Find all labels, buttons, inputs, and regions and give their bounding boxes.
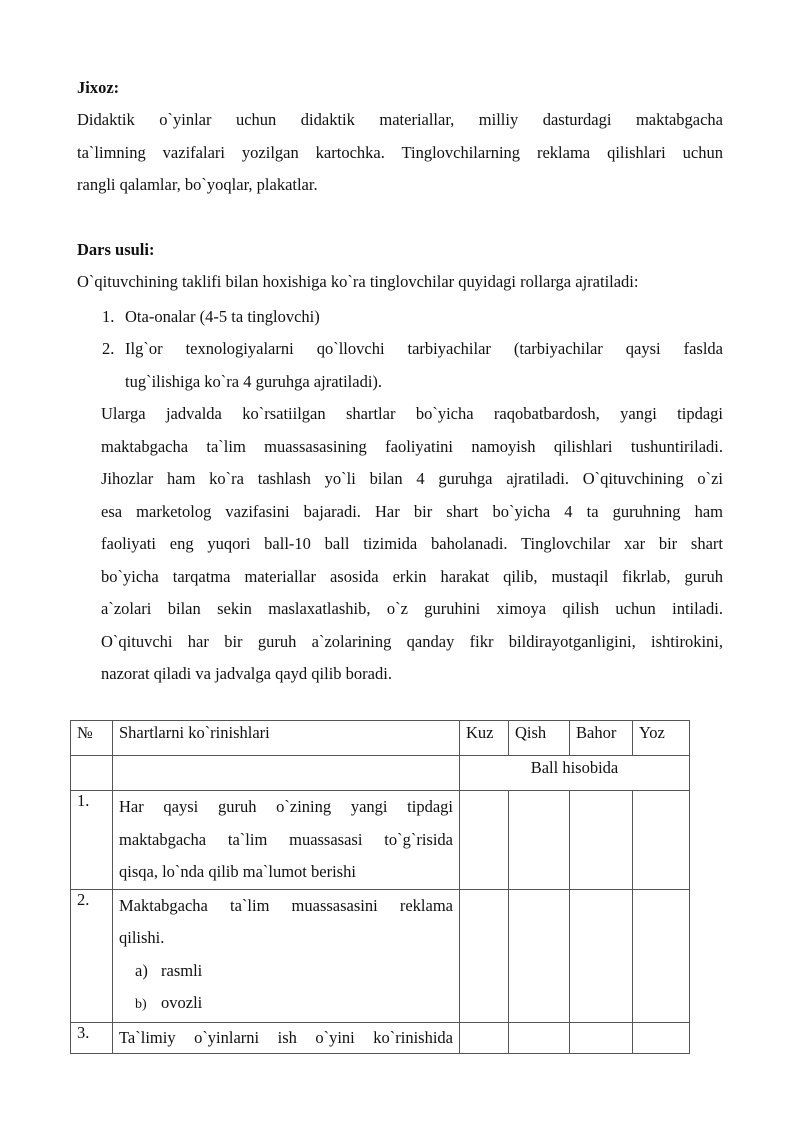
score-cell	[570, 889, 633, 1022]
dars-heading: Dars usuli:	[77, 240, 155, 259]
score-cell	[509, 889, 570, 1022]
list-item-text: Ota-onalar (4-5 ta tinglovchi)	[125, 307, 320, 326]
dars-intro: O`qituvchining taklifi bilan hoxishiga ko`ra tinglovchilar quyidagi rollarga ajratiladi:	[77, 272, 639, 291]
score-cell	[570, 791, 633, 890]
score-cell	[633, 1022, 690, 1053]
score-cell	[633, 889, 690, 1022]
table-header-row	[71, 721, 690, 756]
dars-body-paragraph	[101, 398, 723, 691]
table-subheader-row	[71, 756, 690, 791]
jixoz-line: Didaktik o`yinlar uchun didaktik materiallar, milliy dasturdagi maktabgacha	[77, 110, 723, 129]
list-item-text	[125, 333, 723, 398]
row-condition	[113, 889, 460, 1022]
table-row	[71, 1022, 690, 1053]
list-item-line: Ilg`or texnologiyalarni qo`llovchi tarbiyachilar (tarbiyachilar qaysi faslda	[125, 339, 723, 358]
list-item-line: tug`ilishiga ko`ra 4 guruhga ajratiladi).	[125, 371, 383, 391]
body-line: nazorat qiladi va jadvalga qayd qilib boradi.	[101, 664, 392, 683]
score-cell	[509, 1022, 570, 1053]
score-cell	[633, 791, 690, 890]
subheader-ball: Ball hisobida	[460, 756, 690, 791]
sub-item	[119, 955, 453, 988]
sub-item-text: ovozli	[161, 993, 203, 1012]
body-line: Ularga jadvalda ko`rsatiilgan shartlar bo`yicha raqobatbardosh, yangi tipdagi	[101, 404, 723, 423]
body-line: a`zolari bilan sekin maslaxatlashib, o`z guruhini ximoya qilish uchun intiladi.	[101, 599, 723, 618]
score-cell	[460, 791, 509, 890]
sub-item-label: a)	[135, 960, 148, 980]
header-condition: Shartlarni ko`rinishlari	[113, 721, 460, 756]
score-cell	[460, 1022, 509, 1053]
row-condition	[113, 1022, 460, 1053]
table-row	[71, 791, 690, 890]
score-cell	[460, 889, 509, 1022]
header-kuz: Kuz	[460, 721, 509, 756]
row-num: 3.	[71, 1022, 113, 1053]
header-qish: Qish	[509, 721, 570, 756]
row-num: 1.	[71, 791, 113, 890]
sub-item	[119, 987, 453, 1022]
empty-cell	[113, 756, 460, 791]
condition-line: qisqa, lo`nda qilib ma`lumot berishi	[119, 862, 356, 881]
conditions-table	[70, 720, 690, 1054]
list-number: 1.	[102, 307, 115, 326]
body-line: O`qituvchi har bir guruh a`zolarining qanday fikr bildirayotganligini, ishtirokini,	[101, 631, 723, 651]
condition-line: Har qaysi guruh o`zining yangi tipdagi	[119, 797, 453, 816]
sub-item-label: b)	[135, 997, 147, 1012]
condition-line: Ta`limiy o`yinlarni ish o`yini ko`rinishida	[119, 1027, 453, 1047]
body-line: maktabgacha ta`lim muassasasining faoliyatini namoyish qilishlari tushuntiriladi.	[101, 436, 723, 456]
header-bahor: Bahor	[570, 721, 633, 756]
body-line: bo`yicha tarqatma materiallar asosida erkin harakat qilib, mustaqil fikrlab, guruh	[101, 566, 723, 586]
body-line: esa marketolog vazifasini bajaradi. Har bir shart bo`yicha 4 ta guruhning ham	[101, 501, 723, 521]
score-cell	[570, 1022, 633, 1053]
score-cell	[509, 791, 570, 890]
empty-cell	[71, 756, 113, 791]
jixoz-paragraph	[77, 104, 723, 202]
condition-line: qilishi.	[119, 928, 165, 947]
condition-line: Maktabgacha ta`lim muassasasini reklama	[119, 895, 453, 915]
condition-line: maktabgacha ta`lim muassasasi to`g`risida	[119, 829, 453, 849]
list-number: 2.	[102, 339, 115, 358]
row-num: 2.	[71, 889, 113, 1022]
jixoz-line: ta`limning vazifalari yozilgan kartochka. Tinglovchilarning reklama qilishlari uchun	[77, 142, 723, 162]
header-num: №	[71, 721, 113, 756]
jixoz-heading: Jixoz:	[77, 78, 120, 97]
row-condition	[113, 791, 460, 890]
header-yoz: Yoz	[633, 721, 690, 756]
jixoz-line: rangli qalamlar, bo`yoqlar, plakatlar.	[77, 175, 318, 194]
sub-item-text: rasmli	[161, 960, 203, 980]
body-line: Jihozlar ham ko`ra tashlash yo`li bilan 4 guruhga ajratiladi. O`qituvchining o`zi	[101, 469, 723, 488]
body-line: faoliyati eng yuqori ball-10 ball tizimida baholanadi. Tinglovchilar xar bir shart	[101, 534, 723, 553]
table-row	[71, 889, 690, 1022]
